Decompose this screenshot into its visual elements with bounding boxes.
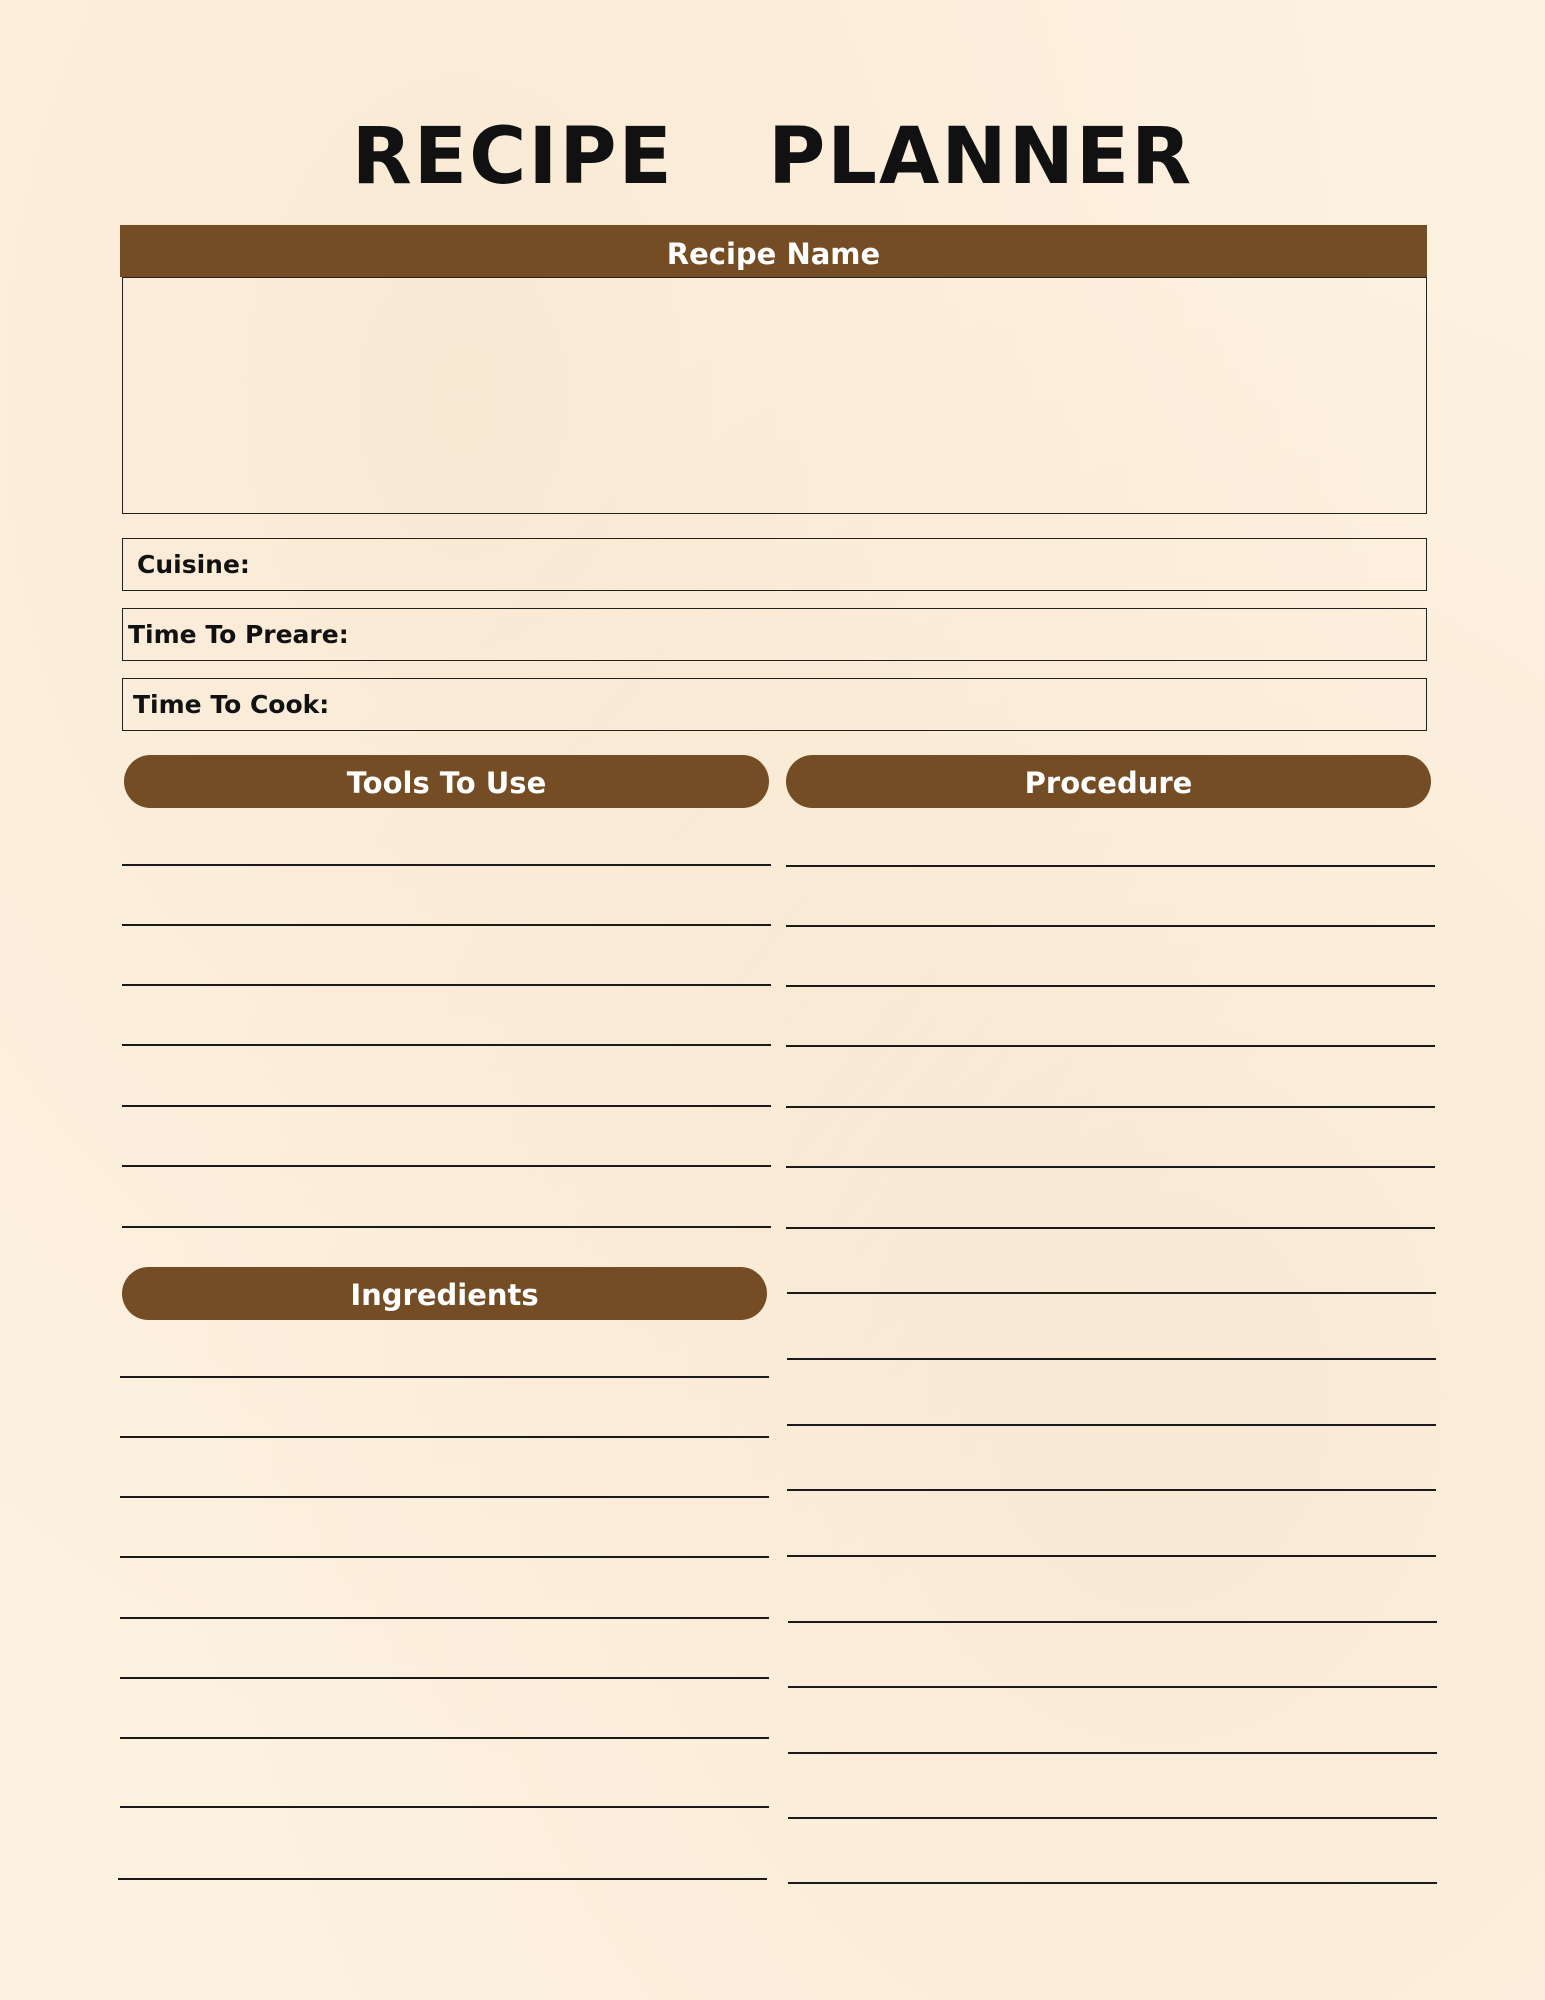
tools-line[interactable] bbox=[122, 1226, 771, 1228]
procedure-line[interactable] bbox=[787, 1555, 1436, 1557]
procedure-section-header: Procedure bbox=[786, 755, 1431, 808]
recipe-name-input-box[interactable] bbox=[122, 277, 1427, 514]
procedure-line[interactable] bbox=[788, 1882, 1437, 1884]
procedure-line[interactable] bbox=[787, 1292, 1436, 1294]
tools-line[interactable] bbox=[122, 1105, 771, 1107]
procedure-line[interactable] bbox=[786, 985, 1435, 987]
cuisine-field[interactable] bbox=[122, 538, 1427, 591]
procedure-line[interactable] bbox=[787, 1358, 1436, 1360]
ingredients-line[interactable] bbox=[120, 1806, 769, 1808]
tools-line[interactable] bbox=[122, 1044, 771, 1046]
procedure-line[interactable] bbox=[788, 1621, 1437, 1623]
procedure-line[interactable] bbox=[786, 1045, 1435, 1047]
procedure-line[interactable] bbox=[787, 1424, 1436, 1426]
ingredients-line[interactable] bbox=[120, 1376, 769, 1378]
ingredients-line[interactable] bbox=[118, 1878, 767, 1880]
procedure-line[interactable] bbox=[788, 1752, 1437, 1754]
time-to-prepare-label: Time To Preare: bbox=[128, 620, 349, 649]
procedure-line[interactable] bbox=[788, 1817, 1437, 1819]
time-to-cook-label: Time To Cook: bbox=[133, 690, 330, 719]
procedure-line[interactable] bbox=[787, 1489, 1436, 1491]
tools-line[interactable] bbox=[122, 924, 771, 926]
ingredients-line[interactable] bbox=[120, 1556, 769, 1558]
procedure-line[interactable] bbox=[786, 1166, 1435, 1168]
procedure-line[interactable] bbox=[786, 1106, 1435, 1108]
procedure-line[interactable] bbox=[786, 865, 1435, 867]
tools-line[interactable] bbox=[122, 1165, 771, 1167]
ingredients-line[interactable] bbox=[120, 1496, 769, 1498]
cuisine-label: Cuisine: bbox=[137, 550, 250, 579]
ingredients-section-header: Ingredients bbox=[122, 1267, 767, 1320]
tools-line[interactable] bbox=[122, 864, 771, 866]
time-to-cook-field[interactable] bbox=[122, 678, 1427, 731]
procedure-line[interactable] bbox=[786, 925, 1435, 927]
procedure-line[interactable] bbox=[786, 1227, 1435, 1229]
ingredients-line[interactable] bbox=[120, 1737, 769, 1739]
ingredients-line[interactable] bbox=[120, 1677, 769, 1679]
time-to-prepare-field[interactable] bbox=[122, 608, 1427, 661]
procedure-line[interactable] bbox=[788, 1686, 1437, 1688]
ingredients-line[interactable] bbox=[120, 1436, 769, 1438]
page-title: RECIPE PLANNER bbox=[351, 112, 1194, 202]
ingredients-line[interactable] bbox=[120, 1617, 769, 1619]
recipe-name-header: Recipe Name bbox=[120, 225, 1427, 277]
tools-section-header: Tools To Use bbox=[124, 755, 769, 808]
tools-line[interactable] bbox=[122, 984, 771, 986]
